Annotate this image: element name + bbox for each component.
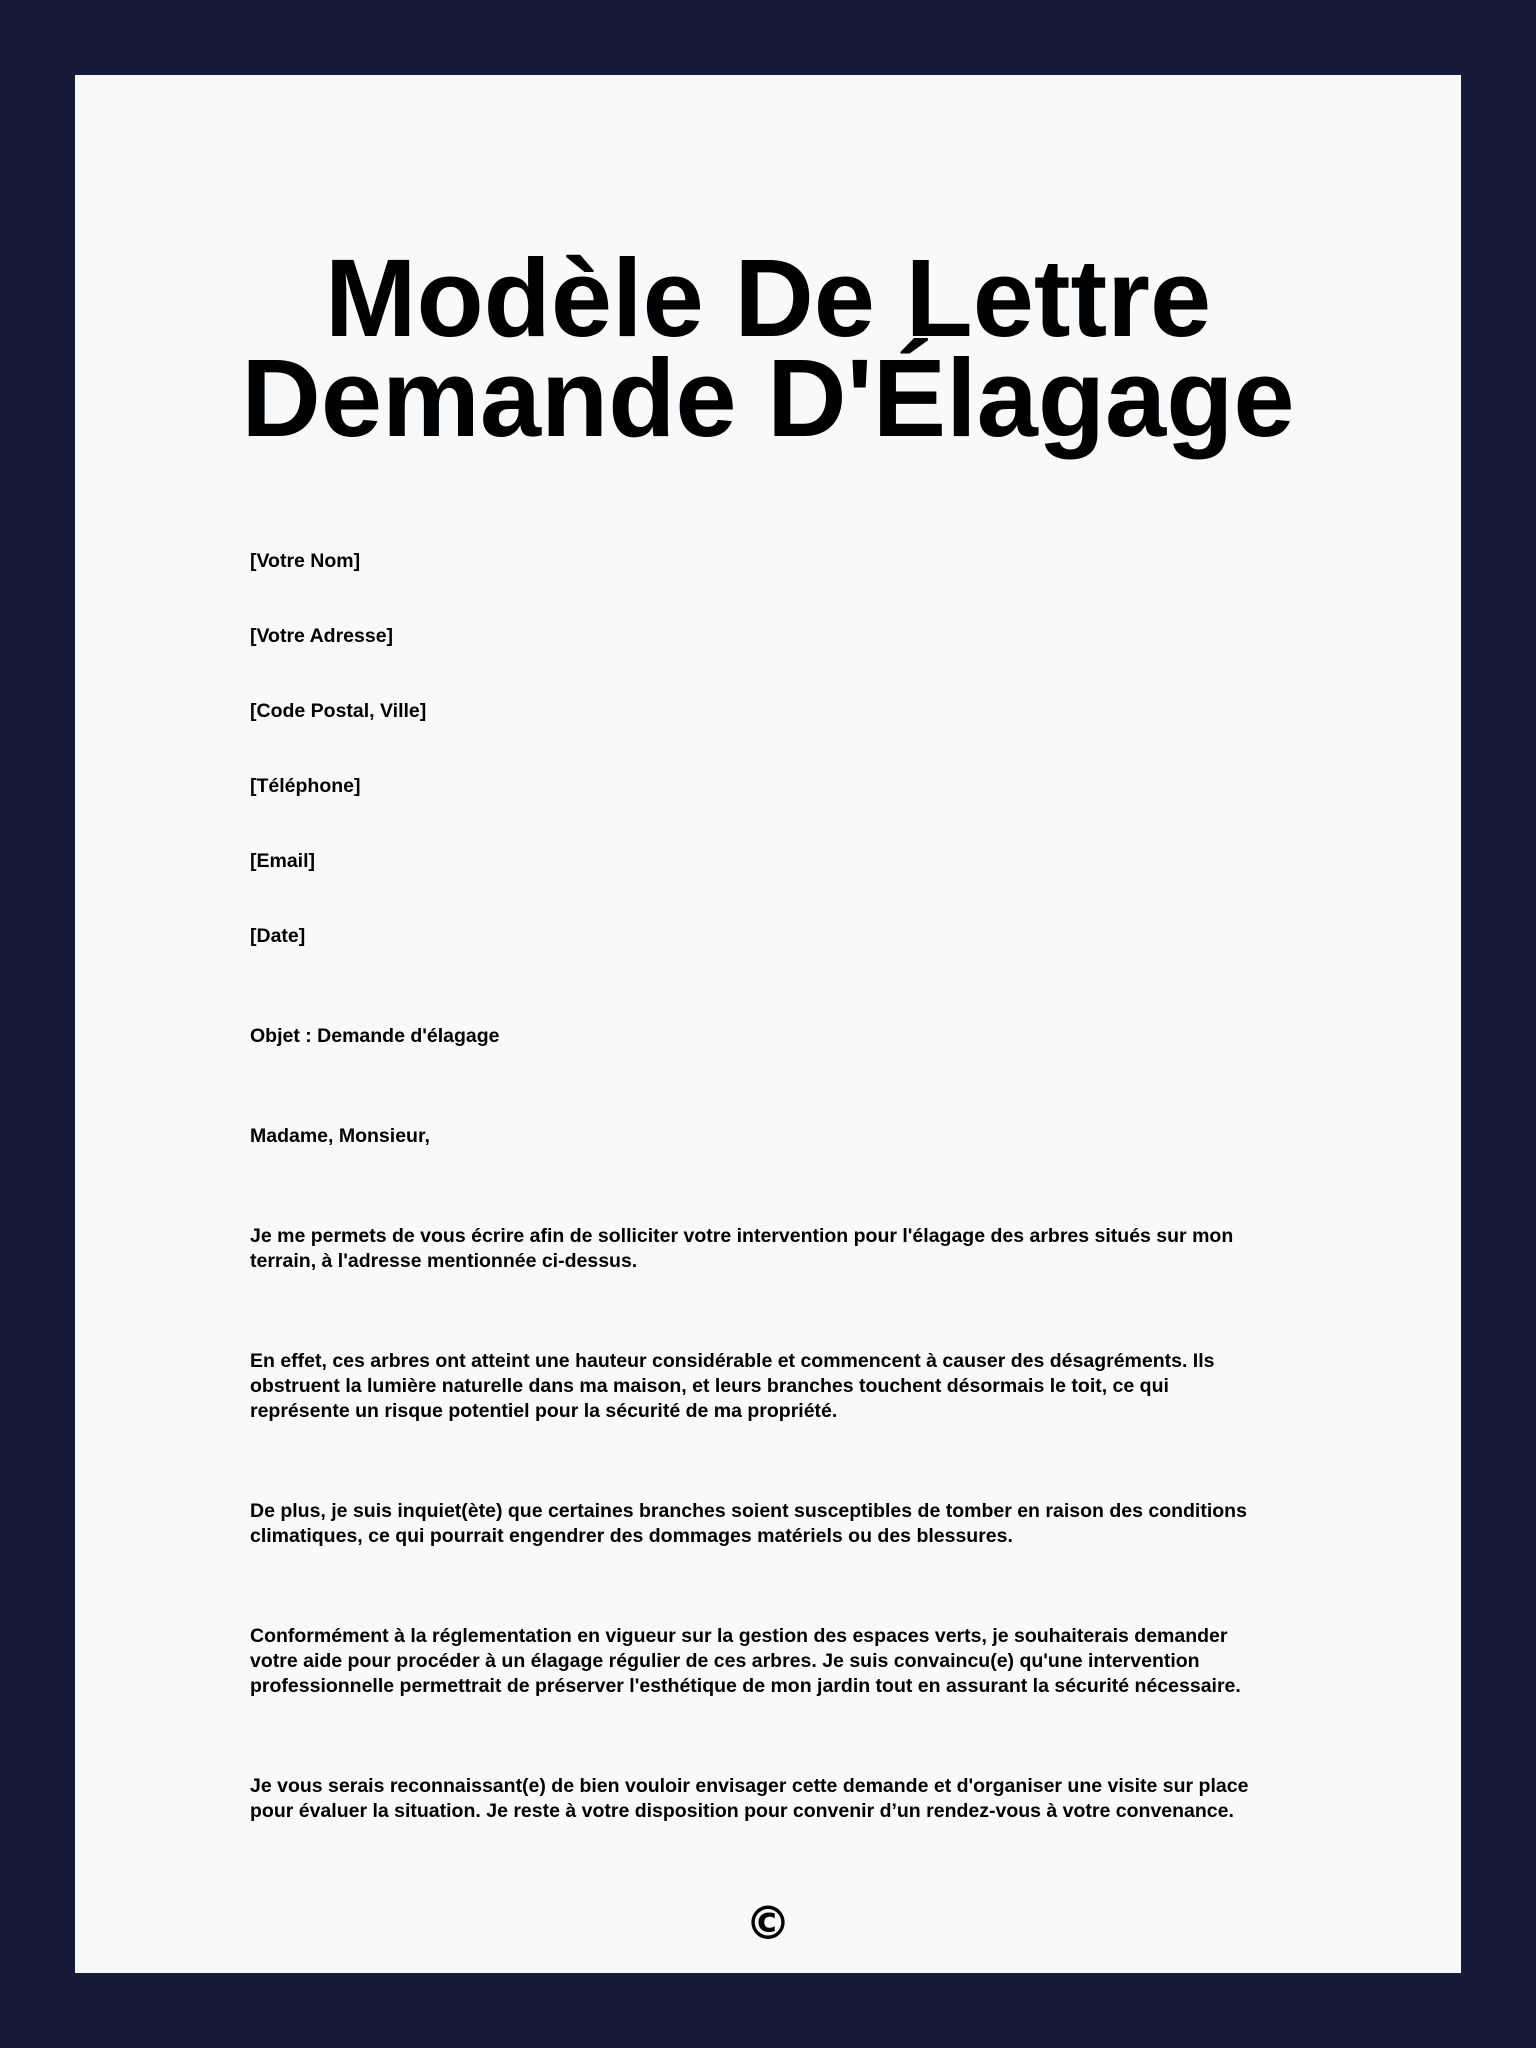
copyright-icon: © [745,1896,791,1950]
sender-name: [Votre Nom] [250,550,361,572]
letter-page [75,75,1461,1973]
sender-postal-city: [Code Postal, Ville] [250,700,427,722]
letter-paragraph: En effet, ces arbres ont atteint une hauteur considérable et commencent à causer des désagréments. Ils obstruent la lumière naturelle dans ma maison, et leurs branches touchent désormais le toit, ce qui représente un risque potentiel pour la sécurité de ma propriété. [250,1350,1215,1422]
letter-paragraph: Je vous serais reconnaissant(e) de bien vouloir envisager cette demande et d'organiser une visite sur place pour évaluer la situation. Je reste à votre disposition pour convenir d’un rendez-vous à votre convenance. [250,1775,1249,1822]
letter-date: [Date] [250,925,306,947]
letter-salutation: Madame, Monsieur, [250,1125,430,1147]
page-title: Modèle De Lettre Demande D'Élagage [241,237,1295,460]
letter-paragraph: Conformément à la réglementation en vigueur sur la gestion des espaces verts, je souhaiterais demander votre aide pour procéder à un élagage régulier de ces arbres. Je suis convaincu(e) qu'une intervention professionnelle permettrait de préserver l'esthétique de mon jardin tout en assurant la sécurité nécessaire. [250,1625,1241,1697]
sender-phone: [Téléphone] [250,775,361,797]
sender-address: [Votre Adresse] [250,625,394,647]
sender-email: [Email] [250,850,316,872]
letter-paragraph: De plus, je suis inquiet(ète) que certaines branches soient susceptibles de tomber en raison des conditions climatiques, ce qui pourrait engendrer des dommages matériels ou des blessures. [250,1500,1247,1547]
letter-paragraph: Je me permets de vous écrire afin de solliciter votre intervention pour l'élagage des arbres situés sur mon terrain, à l'adresse mentionnée ci-dessus. [250,1225,1234,1272]
letter-subject: Objet : Demande d'élagage [250,1025,500,1047]
